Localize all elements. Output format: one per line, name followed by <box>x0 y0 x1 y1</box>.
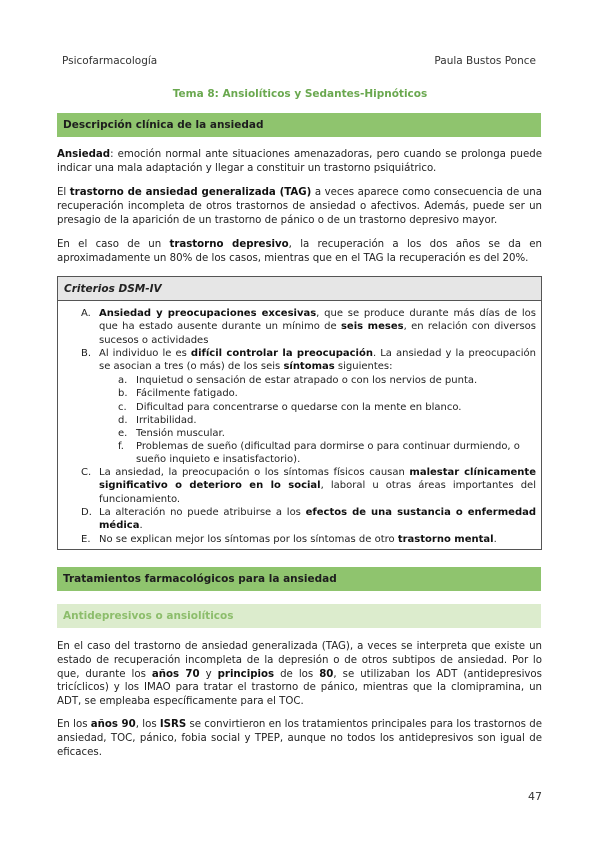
criteria-title: Criterios DSM-IV <box>58 277 541 301</box>
symptom-marker: f. <box>118 441 124 452</box>
term-tag: trastorno de ansiedad generalizada (TAG) <box>69 187 312 198</box>
text: , los <box>135 719 160 730</box>
criterion-marker: E. <box>81 534 91 545</box>
symptom-item <box>118 401 536 414</box>
text: La ansiedad, la preocupación o los síntomas físicos causan <box>99 467 410 478</box>
text: Al individuo le es <box>99 348 191 359</box>
text: En el caso de un <box>57 239 170 250</box>
criterion-b <box>81 347 536 374</box>
text: , en relación con diversos sucesos o actividades <box>99 321 536 346</box>
symptom-marker: c. <box>118 402 127 413</box>
topic-title: Tema 8: Ansiolíticos y Sedantes-Hipnóticos <box>172 88 428 100</box>
bold-text: seis meses <box>340 321 404 333</box>
text: , la recuperación a los dos años se da en aproximadamente un 80% de los casos, mientras que en el TAG la recuperación es del 20%. <box>57 239 543 264</box>
symptom-item <box>118 387 536 400</box>
text: : emoción normal ante situaciones amenazadoras, pero cuando se prolonga puede indicar una mala adaptación y llegar a constituir un trastorno psiquiátrico. <box>57 149 542 174</box>
symptom-text: Problemas de sueño (dificultad para dormirse o para continuar durmiendo, o sueño inquieto e insatisfactorio). <box>136 441 520 466</box>
criterion-c <box>81 466 536 506</box>
symptom-marker: e. <box>118 428 128 439</box>
symptom-item <box>118 374 536 387</box>
text: La alteración no puede atribuirse a los <box>99 507 306 518</box>
symptom-text: Tensión muscular. <box>136 428 225 439</box>
header-author: Paula Bustos Ponce <box>434 55 536 67</box>
bold-text: ISRS <box>159 719 187 730</box>
criteria-box <box>57 276 542 550</box>
text: No se explican mejor los síntomas por los síntomas de otro <box>99 534 398 545</box>
symptom-marker: a. <box>118 375 128 386</box>
bold-text: efectos de una sustancia o enfermedad médica <box>99 507 537 532</box>
page-number: 47 <box>528 790 542 803</box>
subsection-heading-antidepressants: Antidepresivos o ansiolíticos <box>57 604 541 628</box>
paragraph-depressive <box>57 238 542 266</box>
text: se convirtieron en los tratamientos principales para los trastornos de ansiedad, TOC, pánico, fobia social y TPEP, aunque no todos los antidepresivos son igual de eficaces. <box>57 719 542 758</box>
text: , que se produce durante más días de los que ha estado ausente durante un mínimo de <box>99 308 536 333</box>
symptom-text: Inquietud o sensación de estar atrapado o con los nervios de punta. <box>136 375 478 386</box>
symptom-item <box>118 414 536 427</box>
text: de los <box>274 668 320 680</box>
criterion-marker: D. <box>81 507 92 518</box>
symptom-marker: d. <box>118 415 128 426</box>
paragraph-anxiety-definition <box>57 148 542 176</box>
symptom-text: Dificultad para concentrarse o quedarse con la mente en blanco. <box>136 402 462 413</box>
text: . La ansiedad y la preocupación se asocian a tres (o más) de los seis <box>99 348 536 373</box>
text: . <box>493 534 497 545</box>
bold-text: años 90 <box>90 719 136 730</box>
text: En el caso del trastorno de ansiedad generalizada (TAG), a veces se interpreta que existe un estado de recuperación incompleta de la depresión o de otros subtipos de ansiedad. Por lo que, durante los <box>57 641 542 680</box>
criterion-marker: C. <box>81 467 92 478</box>
bold-text: Ansiedad y preocupaciones excesivas <box>99 308 317 319</box>
symptom-marker: b. <box>118 388 128 399</box>
paragraph-tag <box>57 186 542 227</box>
bold-text: principios <box>217 668 275 680</box>
symptom-text: Fácilmente fatigado. <box>136 388 238 399</box>
bold-text: malestar clínicamente significativo o deterioro en lo social <box>99 467 536 492</box>
section-heading-clinical: Descripción clínica de la ansiedad <box>57 113 541 137</box>
criterion-marker: B. <box>81 348 92 359</box>
text: En los <box>57 719 91 730</box>
paragraph-isrs <box>57 718 542 759</box>
symptom-item <box>118 440 536 467</box>
term-depressive: trastorno depresivo <box>169 239 289 250</box>
criterion-e <box>81 533 536 546</box>
bold-text: difícil controlar la preocupación <box>190 348 373 359</box>
criterion-a <box>81 307 536 347</box>
header-subject: Psicofarmacología <box>62 55 158 67</box>
symptom-item <box>118 427 536 440</box>
bold-text: síntomas <box>283 361 335 373</box>
text: . <box>139 520 143 532</box>
criterion-marker: A. <box>81 308 91 319</box>
section-heading-treatments: Tratamientos farmacológicos para la ansiedad <box>57 567 541 591</box>
text: y <box>199 668 218 680</box>
text: siguientes: <box>334 361 393 373</box>
bold-text: años 70 <box>151 668 200 680</box>
paragraph-tag-treatment <box>57 640 542 709</box>
text: , laboral u otras áreas importantes del funcionamiento. <box>99 480 536 505</box>
term-ansiedad: Ansiedad <box>57 149 111 160</box>
criterion-d <box>81 506 536 533</box>
bold-text: 80 <box>319 668 334 680</box>
text: a veces aparece como consecuencia de una recuperación incompleta de otros trastornos de ansiedad o afectivos. Además, puede ser un presagio de la aparición de un trastorno de pánico o de un trastorno depresivo mayor. <box>57 187 542 226</box>
text: , se utilizaban los ADT (antidepresivos tricíclicos) y los IMAO para tratar el trastorno de pánico, mientras que la clomipramina, un ADT, se empleaba específicamente para el TOC. <box>57 668 542 708</box>
bold-text: trastorno mental <box>397 534 494 545</box>
symptom-text: Irritabilidad. <box>136 415 197 426</box>
text: El <box>57 187 70 198</box>
